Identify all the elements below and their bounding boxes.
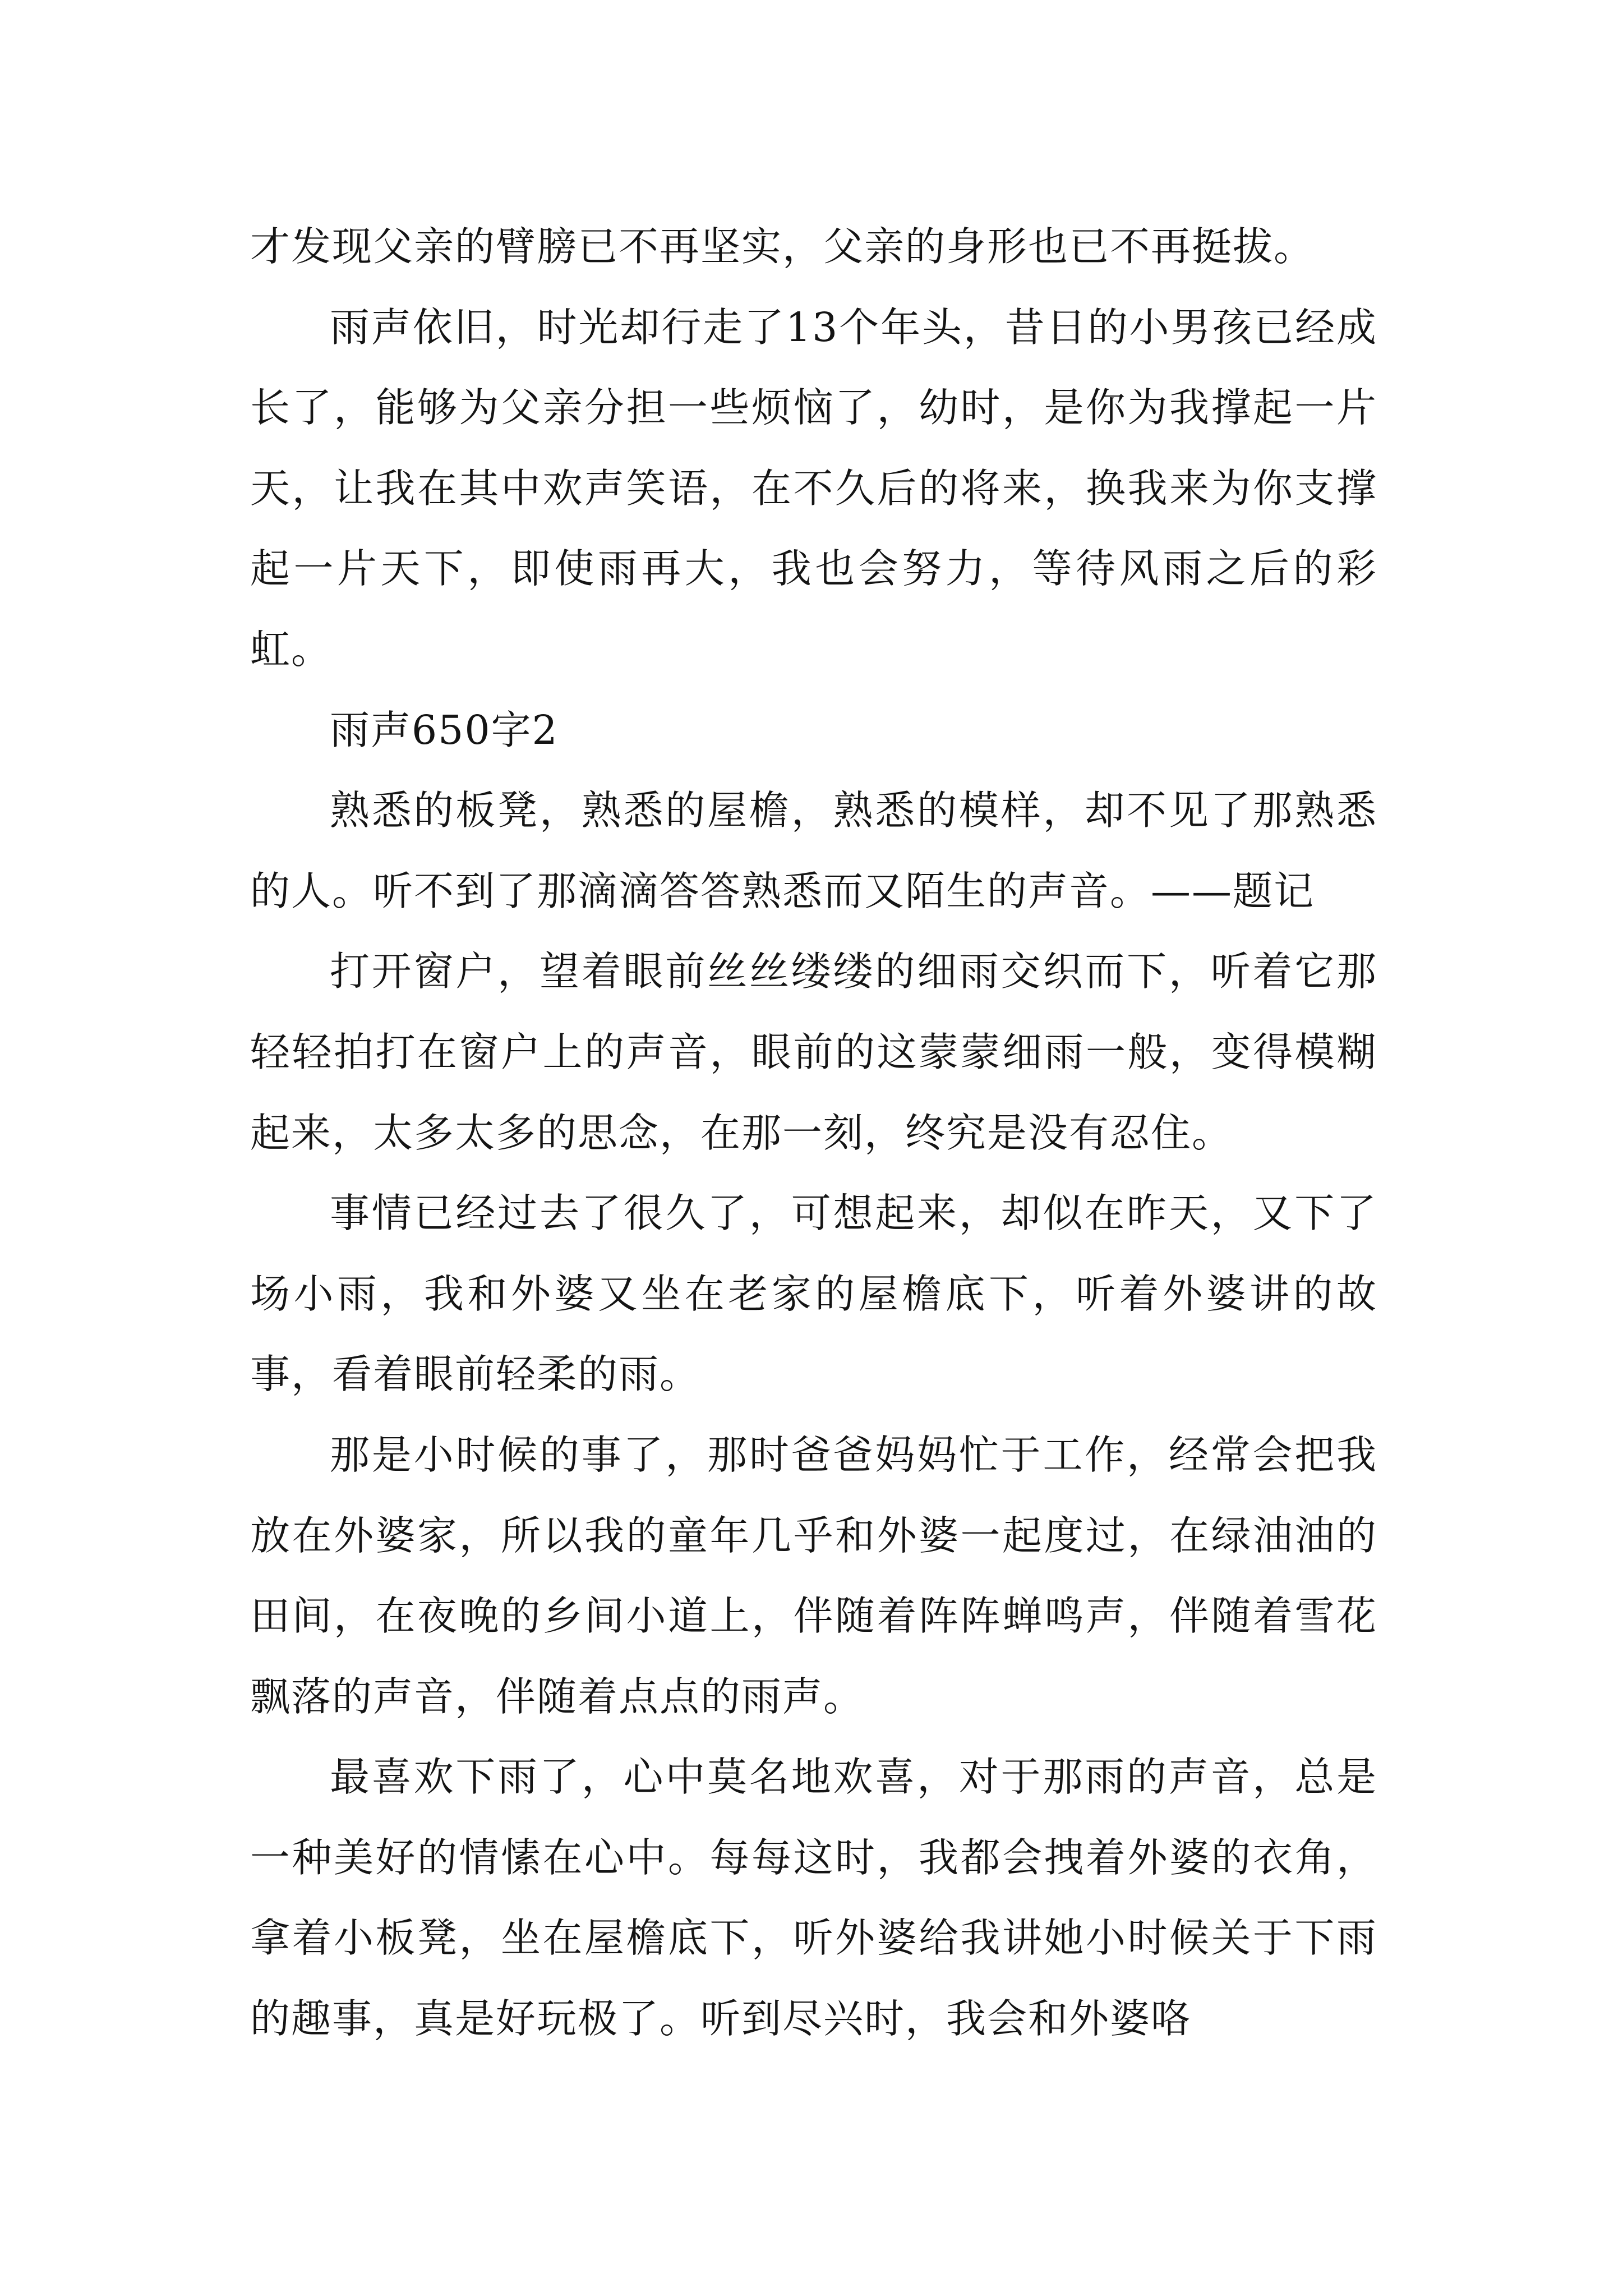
document-body bbox=[250, 206, 1377, 2059]
paragraph: 雨声依旧，时光却行走了13个年头，昔日的小男孩已经成长了，能够为父亲分担一些烦恼了，幼时，是你为我撑起一片天，让我在其中欢声笑语，在不久后的将来，换我来为你支撑起一片天下，即使雨再大，我也会努力，等待风雨之后的彩虹。 bbox=[250, 303, 1377, 673]
paragraph: 事情已经过去了很久了，可想起来，却似在昨天，又下了场小雨，我和外婆又坐在老家的屋檐底下，听着外婆讲的故事，看着眼前轻柔的雨。 bbox=[250, 1190, 1377, 1398]
paragraph: 才发现父亲的臂膀已不再坚实，父亲的身形也已不再挺拔。 bbox=[250, 223, 1315, 270]
paragraph: 熟悉的板凳，熟悉的屋檐，熟悉的模样，却不见了那熟悉的人。听不到了那滴滴答答熟悉而又陌生的声音。——题记 bbox=[250, 787, 1377, 914]
paragraph: 打开窗户，望着眼前丝丝缕缕的细雨交织而下，听着它那轻轻拍打在窗户上的声音，眼前的这蒙蒙细雨一般，变得模糊起来，太多太多的思念，在那一刻，终究是没有忍住。 bbox=[250, 948, 1377, 1156]
paragraph: 那是小时候的事了，那时爸爸妈妈忙于工作，经常会把我放在外婆家，所以我的童年几乎和外婆一起度过，在绿油油的田间，在夜晚的乡间小道上，伴随着阵阵蝉鸣声，伴随着雪花飘落的声音，伴随着点点的雨声。 bbox=[250, 1431, 1377, 1720]
paragraph: 最喜欢下雨了，心中莫名地欢喜，对于那雨的声音，总是一种美好的情愫在心中。每每这时，我都会拽着外婆的衣角，拿着小板凳，坐在屋檐底下，听外婆给我讲她小时候关于下雨的趣事，真是好玩极了。听到尽兴时，我会和外婆咯 bbox=[250, 1754, 1377, 2042]
section-heading: 雨声650字2 bbox=[330, 706, 559, 753]
